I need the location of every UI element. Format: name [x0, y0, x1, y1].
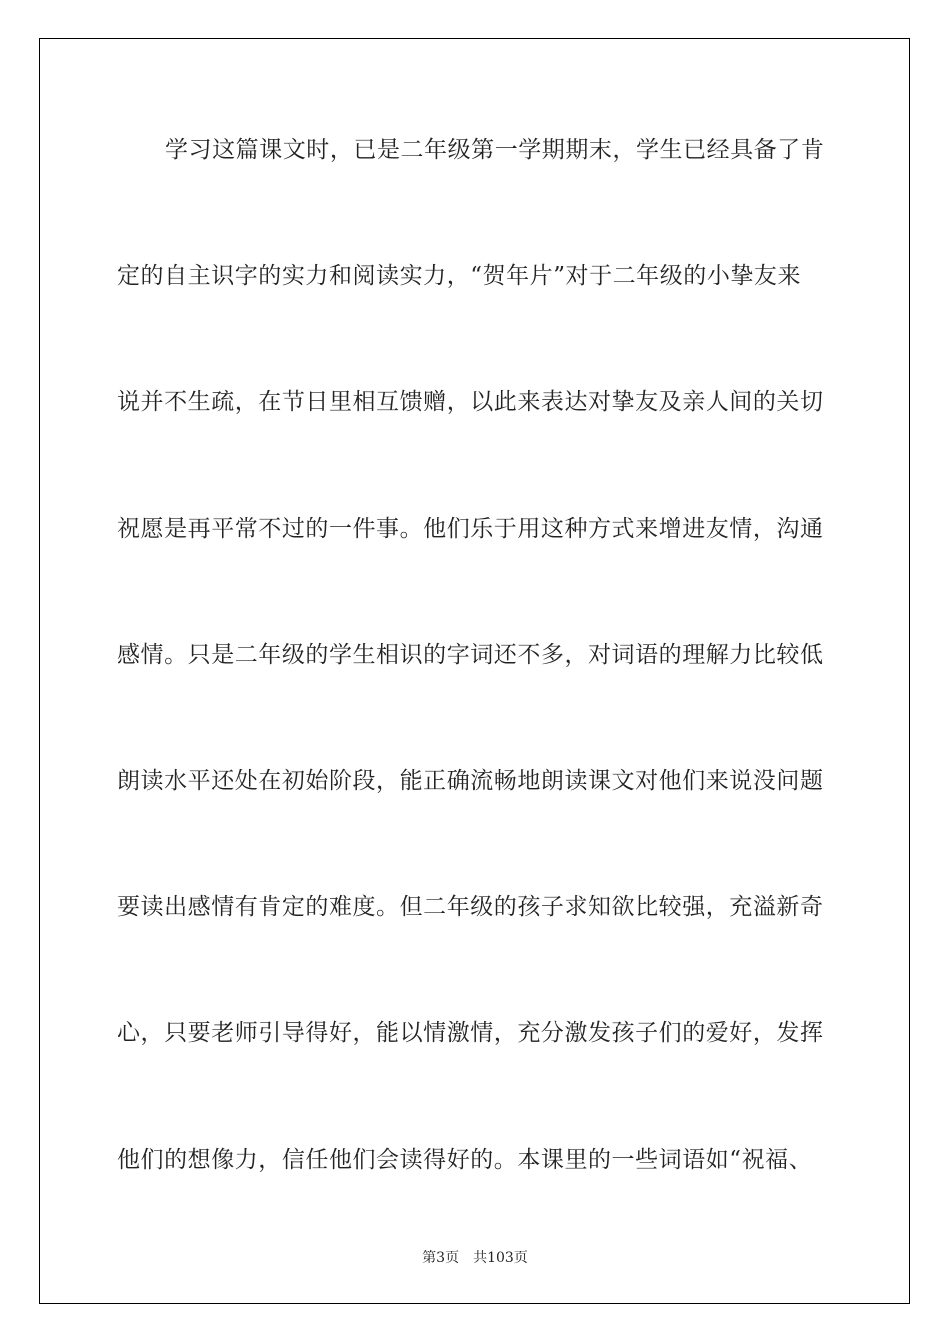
text-line: 学习这篇课文时，已是二年级第一学期期末，学生已经具备了肯	[165, 137, 825, 163]
text-line: 感情。只是二年级的学生相识的字词还不多，对词语的理解力比较低	[117, 641, 824, 668]
text-line: 要读出感情有肯定的难度。但二年级的孩子求知欲比较强，充溢新奇	[117, 894, 824, 921]
page-number: 第3页	[422, 1250, 460, 1266]
text-line: 朗读水平还处在初始阶段，能正确流畅地朗读课文对他们来说没问题	[117, 767, 824, 794]
text-line: 说并不生疏，在节日里相互馈赠，以此来表达对挚友及亲人间的关切	[117, 389, 824, 416]
body-paragraph	[117, 132, 833, 1268]
text-line: 心，只要老师引导得好，能以情激情，充分激发孩子们的爱好，发挥	[117, 1020, 824, 1047]
text-line: 定的自主识字的实力和阅读实力，“贺年片”对于二年级的小挚友来	[117, 263, 802, 290]
text-line: 他们的想像力，信任他们会读得好的。本课里的一些词语如“祝福、	[117, 1146, 813, 1173]
page-total: 共103页	[473, 1250, 528, 1266]
page-footer	[0, 1247, 950, 1267]
text-line: 祝愿是再平常不过的一件事。他们乐于用这种方式来增进友情，沟通	[117, 515, 824, 542]
